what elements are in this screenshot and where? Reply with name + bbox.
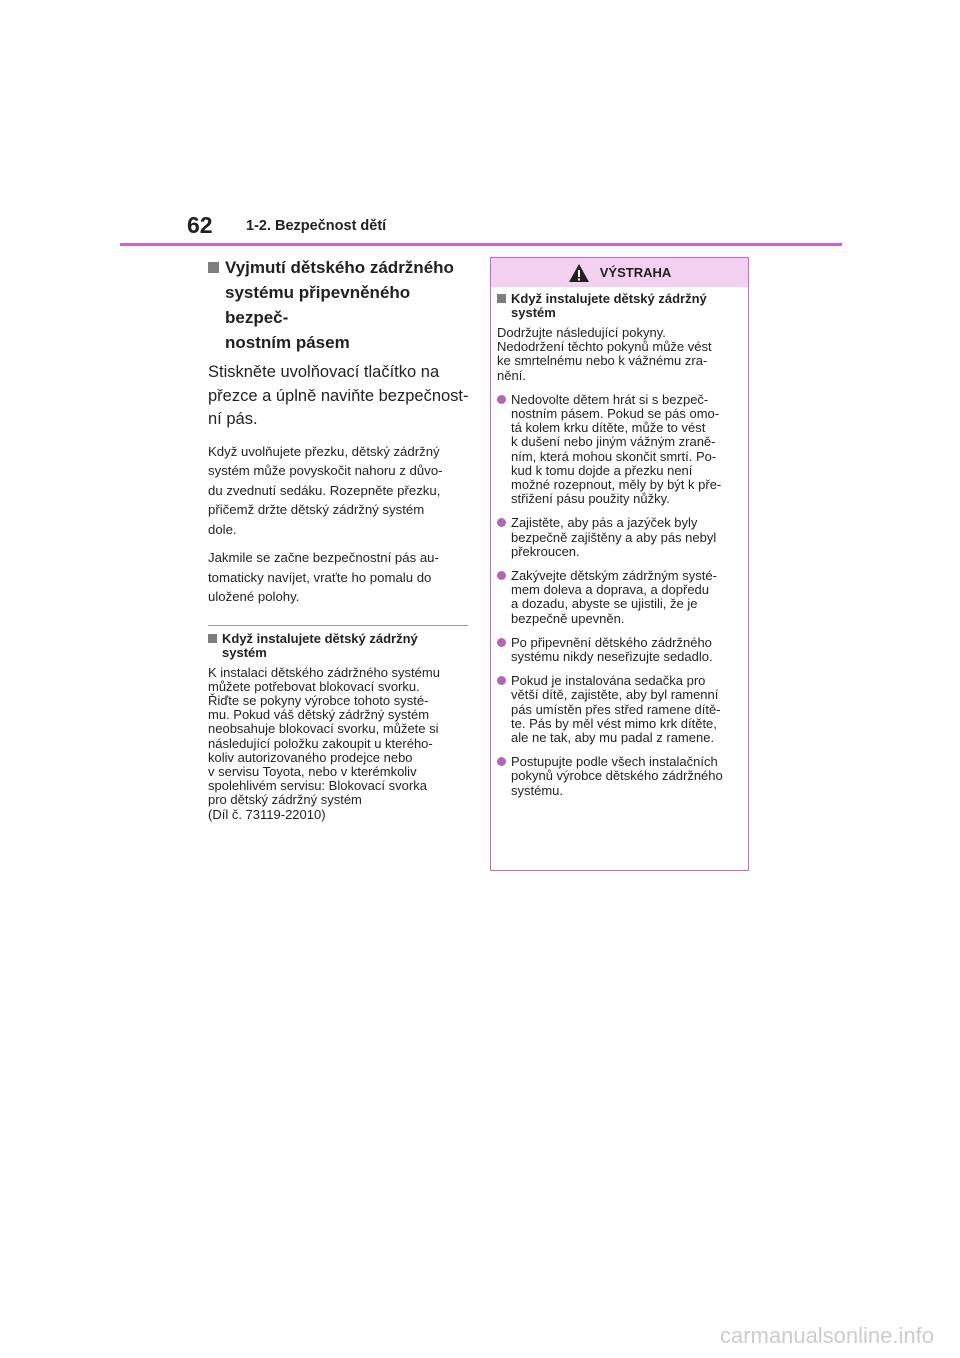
sub-heading [208,632,470,660]
sub-heading-text [222,632,442,660]
text-line: te. Pás by měl vést mimo krk dítěte, [511,715,717,731]
text-line: větší dítě, zajistěte, aby byl ramenní [511,687,719,703]
warning-title: VÝSTRAHA [599,265,672,280]
text-line: Po připevnění dětského zádržného [511,634,712,650]
watermark: carmanualsonline.info [719,1323,934,1348]
text-line: tá kolem krku dítěte, může to vést [511,420,706,436]
warning-bullet-text [511,674,742,745]
section-title: 1-2. Bezpečnost dětí [246,218,387,234]
text-line: Vyjmutí dětského zádržného [225,258,454,277]
text-line: bezpečně upevněn. [511,610,625,626]
text-line: Řiďte se pokyny výrobce tohoto systé- [208,692,429,708]
text-line: koliv autorizovaného prodejce nebo [208,749,413,765]
circle-bullet-icon [497,518,506,527]
circle-bullet-icon [497,757,506,766]
text-line: systém [511,305,556,320]
text-line: Jakmile se začne bezpečnostní pás au- [208,550,439,565]
text-line: nostním pásem [225,333,350,352]
warning-sub-heading-text [511,292,707,320]
text-line: střižení pásu použity nůžky. [511,491,670,507]
text-line: ním, která mohou skončit smrtí. Po- [511,448,717,464]
text-line: Dodržujte následující pokyny. [497,325,666,340]
text-line: nění. [497,367,526,383]
text-line: můžete potřebovat blokovací svorku. [208,678,420,694]
text-line: pokynů výrobce dětského zádržného [511,768,723,784]
warning-box [490,257,749,871]
sub-paragraph [208,666,470,822]
warning-sub-heading [497,292,742,320]
text-line: překroucen. [511,543,580,559]
text-line: Když instalujete dětský zádržný [222,630,418,646]
text-line: systému. [511,782,564,798]
text-line: ale ne tak, aby mu padal z ramene. [511,730,715,746]
section-heading [208,255,470,355]
text-line: pro dětský zádržný systém [208,792,362,808]
square-bullet-icon [497,294,506,303]
warning-bullet-item [497,674,742,745]
text-line: Stiskněte uvolňovací tlačítko na [208,363,440,381]
text-line: systém [222,644,267,660]
text-line: mu. Pokud váš dětský zádržný systém [208,707,430,723]
warning-bullet-item [497,393,742,507]
text-line: Když instalujete dětský zádržný [511,291,707,306]
text-line: systému připevněného bezpeč- [225,283,411,327]
warning-bullet-item [497,569,742,626]
text-line: Zakývejte dětským zádržným systé- [511,568,717,584]
warning-triangle-icon [568,263,590,283]
lead-paragraph [208,361,470,432]
warning-bullet-text [511,569,742,626]
text-line: spolehlivém servisu: Blokovací svorka [208,778,427,794]
left-column [208,255,470,822]
circle-bullet-icon [497,571,506,580]
warning-bullet-text [511,393,742,507]
warning-bullet-list [497,393,742,798]
text-line: du zvednutí sedáku. Rozepněte přezku, [208,482,441,498]
warning-bullet-item [497,755,742,798]
warning-bullet-text [511,755,742,798]
text-line: pás umístěn přes střed ramene dítě- [511,701,721,717]
header-rule [120,243,842,246]
square-bullet-icon [208,634,217,643]
text-line: následující položku zakoupit u kterého- [208,735,433,751]
text-line: a dozadu, abyste se ujistili, že je [511,596,698,612]
text-line: Když uvolňujete přezku, dětský zádržný [208,443,440,459]
warning-bullet-item [497,516,742,559]
circle-bullet-icon [497,638,506,647]
warning-header [491,258,748,287]
note-paragraph-2 [208,548,470,607]
warning-body [491,287,748,798]
text-line: uložené polohy. [208,589,300,604]
text-line: systému nikdy neseřizujte sedadlo. [511,649,713,665]
text-line: bezpečně zajištěny a aby pás nebyl [511,529,717,545]
text-line: přičemž držte dětský zádržný systém [208,502,425,517]
section-heading-text [225,255,463,355]
text-line: přezce a úplně naviňte bezpečnost- [208,386,469,405]
warning-bullet-text [511,636,742,664]
divider [208,625,468,626]
text-line: kud k tomu dojde a přezku není [511,462,693,478]
text-line: dole. [208,521,237,537]
text-line: k dušení nebo jiným vážným zraně- [511,434,716,450]
text-line: v servisu Toyota, nebo v kterémkoliv [208,763,417,779]
text-line: ní pás. [208,410,258,428]
circle-bullet-icon [497,676,506,685]
text-line: K instalaci dětského zádržného systému [208,664,440,680]
text-line: Zajistěte, aby pás a jazýček byly [511,515,698,531]
note-paragraph-1 [208,442,470,540]
text-line: tomaticky navíjet, vraťte ho pomalu do [208,569,432,585]
page-number: 62 [187,212,213,238]
text-line: možné rozepnout, měly by být k pře- [511,477,722,493]
text-line: nostním pásem. Pokud se pás omo- [511,406,720,422]
square-bullet-icon [208,262,219,273]
text-line: Postupujte podle všech instalačních [511,754,718,770]
text-line: Nedodržení těchto pokynů může vést [497,339,712,355]
text-line: Nedovolte dětem hrát si s bezpeč- [511,391,709,407]
warning-bullet-item [497,636,742,664]
circle-bullet-icon [497,395,506,404]
text-line: systém může povyskočit nahoru z důvo- [208,463,443,478]
text-line: mem doleva a doprava, a dopředu [511,582,710,598]
text-line: neobsahuje blokovací svorku, můžete si [208,721,439,737]
text-line: (Díl č. 73119-22010) [208,806,326,822]
text-line: Pokud je instalována sedačka pro [511,673,706,689]
text-line: ke smrtelnému nebo k vážnému zra- [497,353,708,369]
warning-bullet-text [511,516,742,559]
warning-intro [497,326,742,383]
